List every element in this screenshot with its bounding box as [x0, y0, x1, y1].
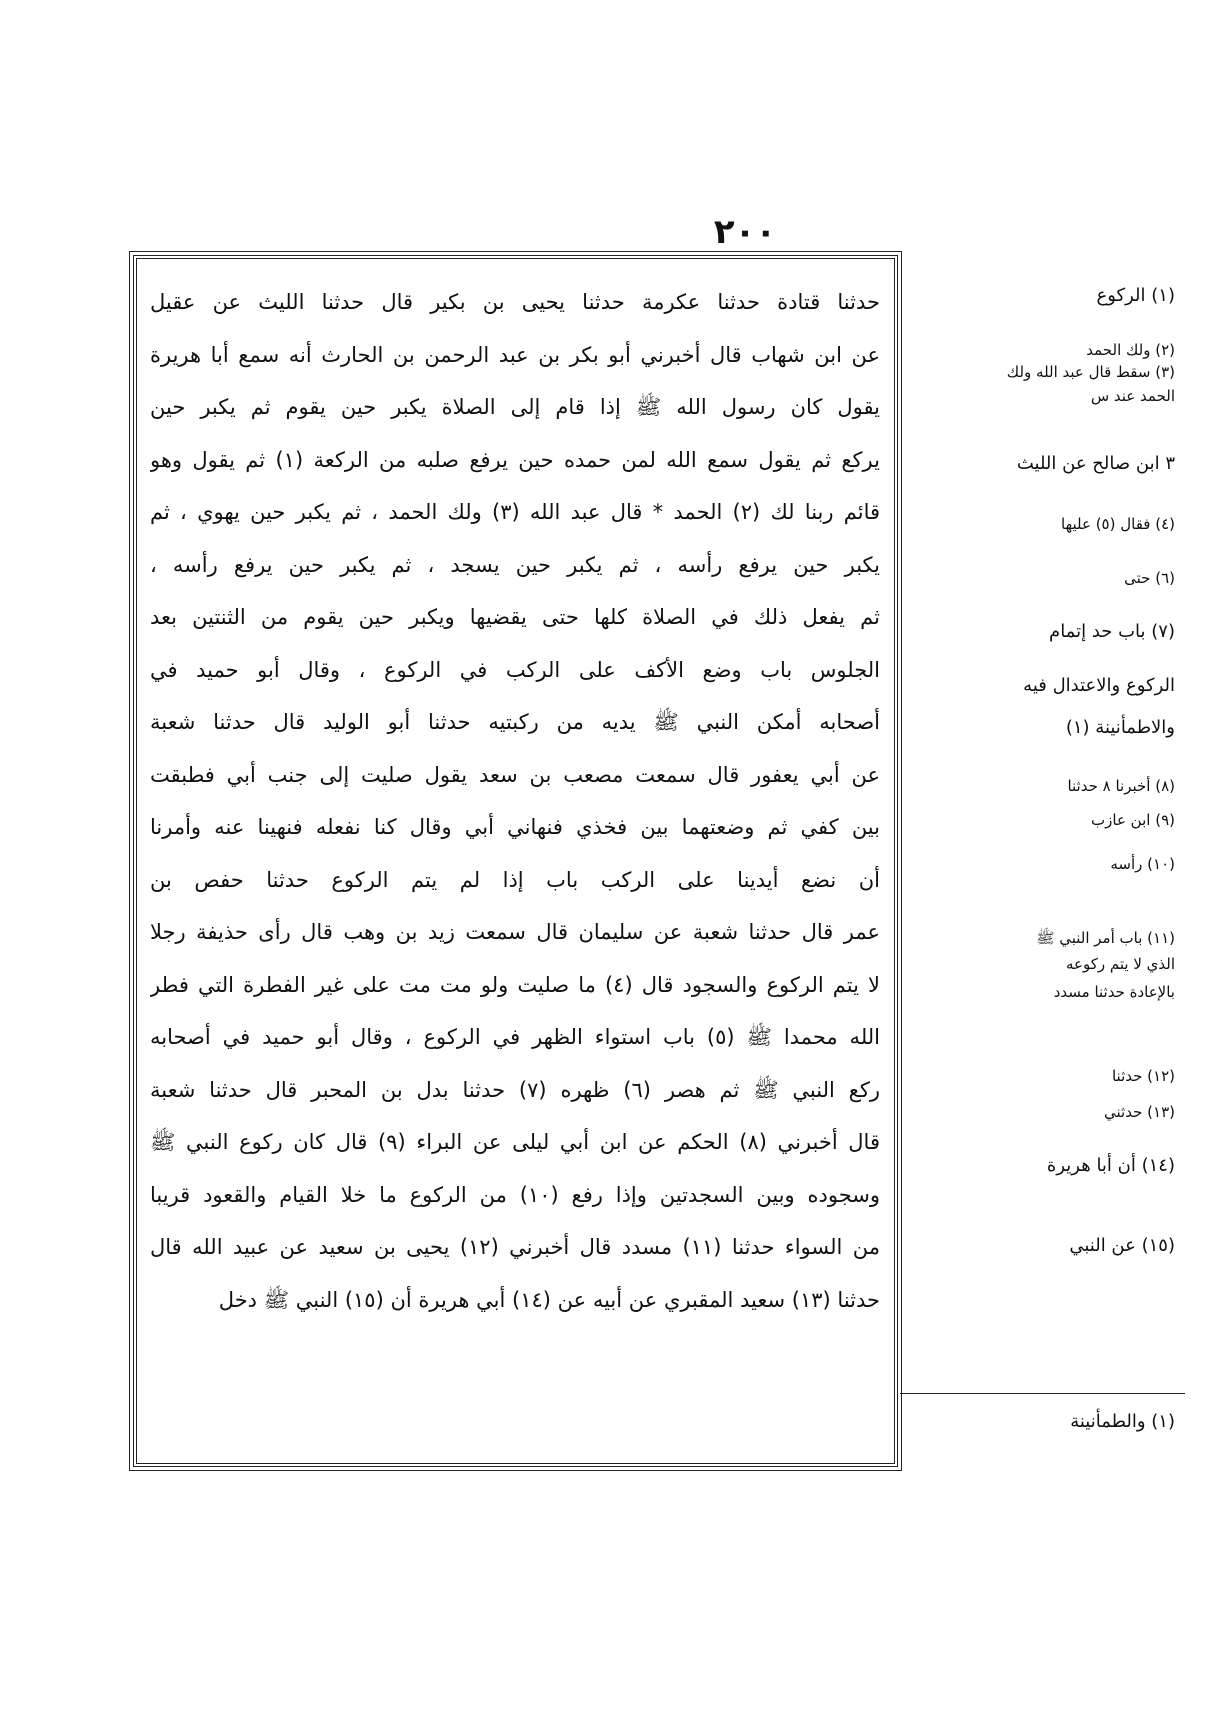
text-line: قائم ربنا لك (٢) الحمد * قال عبد الله (٣) ولك الحمد ، ثم يكبر حين يهوي ، ثم: [150, 500, 880, 524]
margin-note: (١٥) عن النبي: [1069, 1235, 1175, 1256]
margin-note: (٢) ولك الحمد: [1086, 341, 1175, 359]
text-line: ركع النبي ﷺ ثم هصر (٦) ظهره (٧) حدثنا بدل بن المحبر قال حدثنا شعبة: [150, 1077, 880, 1102]
margin-note: (٧) باب حد إتمام: [1049, 621, 1175, 642]
text-line: ثم يفعل ذلك في الصلاة كلها حتى يقضيها ويكبر حين يقوم من الثنتين بعد: [150, 605, 880, 629]
text-line: عن أبي يعفور قال سمعت مصعب بن سعد يقول صليت إلى جنب أبي فطبقت: [150, 762, 880, 787]
text-line: يركع ثم يقول سمع الله لمن حمده حين يرفع صلبه من الركعة (١) ثم يقول وهو: [150, 447, 880, 472]
text-line: أن نضع أيدينا على الركب باب إذا لم يتم الركوع حدثنا حفص بن: [150, 867, 880, 892]
margin-note: (١٠) رأسه: [1110, 855, 1175, 873]
text-line: لا يتم الركوع والسجود قال (٤) ما صليت ولو مت مت على غير الفطرة التي فطر: [150, 972, 880, 997]
margin-note: (١٢) حدثنا: [1111, 1067, 1175, 1085]
margin-note: الذي لا يتم ركوعه: [1065, 955, 1175, 973]
main-text-block: [150, 276, 880, 1326]
text-line: حدثنا (١٣) سعيد المقبري عن أبيه عن (١٤) أبي هريرة أن (١٥) النبي ﷺ دخل: [218, 1287, 880, 1312]
margin-note: (١) الركوع: [1096, 285, 1175, 306]
margin-note: (٦) حتى: [1124, 569, 1175, 587]
margin-note: (١١) باب أمر النبي ﷺ: [1036, 929, 1175, 947]
margin-note: ٣ ابن صالح عن الليث: [1016, 453, 1175, 474]
margin-note: (٤) فقال (٥) عليها: [1061, 515, 1175, 533]
margin-note: والاطمأنينة (١): [1065, 717, 1175, 738]
text-line: أصحابه أمكن النبي ﷺ يديه من ركبتيه حدثنا أبو الوليد قال حدثنا شعبة: [150, 710, 880, 734]
text-line: يكبر حين يرفع رأسه ، ثم يكبر حين يسجد ، ثم يكبر حين يرفع رأسه ،: [150, 552, 880, 577]
margin-note: (٣) سقط قال عبد الله ولك: [1006, 363, 1175, 381]
margin-note: (١٣) حدثني: [1104, 1103, 1175, 1121]
text-line: من السواء حدثنا (١١) مسدد قال أخبرني (١٢) يحيى بن سعيد عن عبيد الله قال: [150, 1235, 880, 1259]
margin-note: (١) والطمأنينة: [1070, 1411, 1175, 1432]
text-line: وسجوده وبين السجدتين وإذا رفع (١٠) من الركوع ما خلا القيام والقعود قريبا: [150, 1182, 880, 1207]
text-line: قال أخبرني (٨) الحكم عن ابن أبي ليلى عن البراء (٩) قال كان ركوع النبي ﷺ: [150, 1130, 880, 1154]
text-line: عمر قال حدثنا شعبة عن سليمان قال سمعت زيد بن وهب قال رأى حذيفة رجلا: [150, 920, 880, 944]
margin-note: (٩) ابن عازب: [1091, 811, 1175, 829]
text-line: الله محمدا ﷺ (٥) باب استواء الظهر في الركوع ، وقال أبو حميد في أصحابه: [150, 1025, 880, 1049]
margin-note: الركوع والاعتدال فيه: [1023, 675, 1175, 696]
text-line: الجلوس باب وضع الأكف على الركب في الركوع ، وقال أبو حميد في: [150, 657, 880, 682]
page-number: ٢٠٠: [713, 212, 777, 252]
text-line: عن ابن شهاب قال أخبرني أبو بكر بن عبد الرحمن بن الحارث أنه سمع أبا هريرة: [150, 342, 880, 367]
text-line: بين كفي ثم وضعتهما بين فخذي فنهاني أبي وقال كنا نفعله فنهينا عنه وأمرنا: [150, 815, 880, 839]
margin-note: بالإعادة حدثنا مسدد: [1053, 983, 1175, 1001]
margin-note: (٨) أخبرنا ٨ حدثنا: [1067, 777, 1175, 795]
margin-note: الحمد عند س: [1090, 387, 1175, 405]
text-line: يقول كان رسول الله ﷺ إذا قام إلى الصلاة يكبر حين يقوم ثم يكبر حين: [150, 395, 880, 419]
text-line: حدثنا قتادة حدثنا عكرمة حدثنا يحيى بن بكير قال حدثنا الليث عن عقيل: [150, 290, 880, 314]
margin-note: (١٤) أن أبا هريرة: [1046, 1155, 1175, 1176]
margin-divider: [900, 1393, 1185, 1394]
